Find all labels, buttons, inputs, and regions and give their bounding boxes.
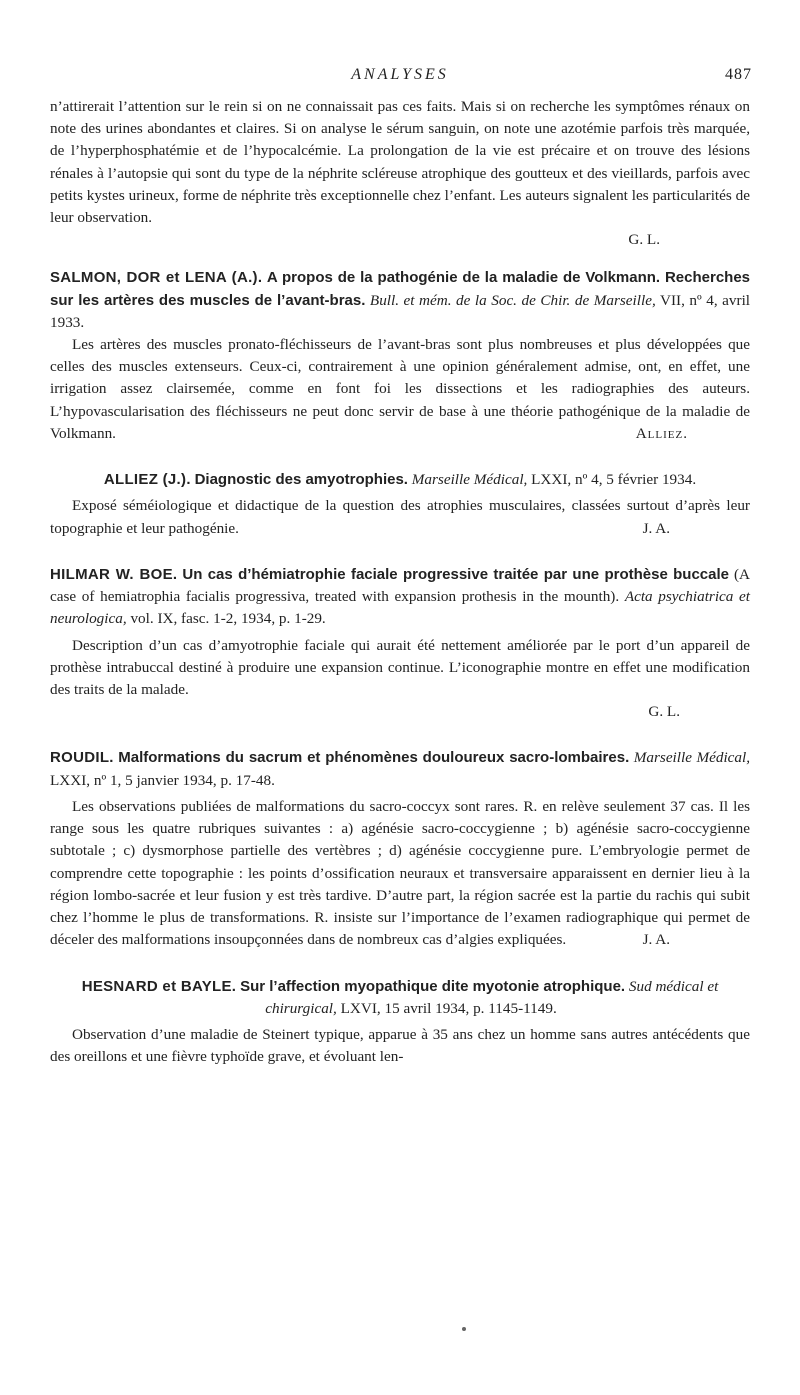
entry-journal: Acta psychiatrica et neurologica,: [50, 588, 750, 628]
entry-reference: VII, nº 4, avril 1933.: [50, 291, 751, 331]
print-speck: [462, 1327, 466, 1331]
review-entry: [50, 747, 750, 951]
entry-signature: G. L.: [648, 703, 680, 721]
entry-signature: Alliez.: [635, 425, 688, 443]
review-entry: [50, 267, 750, 445]
entry-title: Malformations du sacrum et phénomènes douloureux sacro-lombaires.: [118, 749, 630, 767]
entry-subtitle: (A case of hemiatrophia facialis progressiva, treated with expansion prothesis in the mounth).: [50, 566, 751, 606]
entry-title: A propos de la pathogénie de la maladie de Volkmann. Recherches sur les artères des muscles de l’avant-bras.: [50, 269, 751, 309]
review-entry: [50, 976, 750, 1069]
entry-authors: ROUDIL.: [50, 749, 114, 767]
running-title: ANALYSES: [351, 66, 449, 83]
entry-title: Un cas d’hémiatrophie faciale progressive traitée par une prothèse buccale: [182, 566, 729, 584]
entry-journal: Marseille Médical,: [633, 749, 751, 767]
entry-body: Les observations publiées de malformations du sacro-coccyx sont rares. R. en relève seulement 37 cas. Il les range sous les quatre rubriques suivantes : a) agénésie sacro-coccygienne ; b) agénésie sacro-coccygienne subtotale ; c) dysmorphose partielle des vertèbres ; d) agénésie coccygienne pure. L’embryologie permet de comprendre cette topographie : les points d’ossification neuraux et transversaire apparaissent en dernier lieu à la région lombo-sacrée et leur fusion y est très tardive. D’autre part, la région sacrée est la partie du rachis qui subit chez l’homme le plus de transformations. R. insiste sur l’importance de l’examen radiographique qui permet de déceler des malformations insoupçonnées dans de nombreux cas d’algies expliquées.: [50, 797, 750, 949]
entry-body: Exposé séméiologique et didactique de la question des atrophies musculaires, classées surtout d’après leur topographie et leur pathogénie.: [50, 497, 750, 537]
entry-reference: LXVI, 15 avril 1934, p. 1145-1149.: [340, 999, 557, 1017]
intro-signature: G. L.: [628, 231, 660, 249]
entry-journal: Sud médical et chirurgical,: [265, 977, 719, 1017]
entry-heading: [50, 564, 750, 631]
entry-body: Description d’un cas d’amyotrophie faciale qui aurait été nettement améliorée par le port d’un appareil de prothèse intrabuccal destiné à produire une expansion continue. L’iconographie montre en effet une modification des traits de la malade.: [50, 636, 750, 699]
entry-authors: ALLIEZ (J.).: [103, 471, 191, 489]
intro-paragraph: n’attirerait l’attention sur le rein si on ne connaissait pas ces faits. Mais si on recherche les symptômes rénaux on note des urines abondantes et claires. Si on analyse le sérum sanguin, on note une azotémie parfois très marquée, de l’hyperphosphatémie et de l’hypocalcémie. La prolongation de la vie est précaire et on trouve des lésions rénales à l’autopsie qui sont du type de la néphrite scléreuse atrophique des goutteux et des vieillards, parfois avec petits kystes urineux, forme de néphrite très exceptionnelle chez l’enfant. Les auteurs signalent les particularités de leur observation.: [50, 98, 750, 227]
entry-journal: Marseille Médical,: [411, 471, 528, 489]
entry-authors: SALMON, DOR et LENA (A.).: [50, 269, 263, 287]
entry-signature: J. A.: [642, 519, 670, 537]
review-entry: [50, 564, 750, 723]
entry-body: Les artères des muscles pronato-fléchisseurs de l’avant-bras sont plus nombreuses et plus développées que celles des muscles extenseurs. Ceux-ci, contrairement à une opinion généralement admise, ont, en effet, une irrigation assez clairsemée, comme en font foi les dissections et les radiographies des auteurs. L’hypovascularisation des fléchisseurs ne peut donc servir de base à une théorie pathogénique de la maladie de Volkmann.: [50, 336, 750, 442]
entry-title: Sur l’affection myopathique dite myotonie atrophique.: [240, 977, 626, 995]
entry-heading: [50, 267, 750, 334]
page-number: 487: [725, 66, 752, 83]
running-header: [0, 64, 800, 88]
entry-signature: J. A.: [642, 931, 670, 949]
entry-heading: [50, 747, 750, 791]
entry-body: Observation d’une maladie de Steinert typique, apparue à 35 ans chez un homme sans autres antécédents que des oreillons et une fièvre typhoïde grave, et évoluant len-: [50, 1025, 750, 1066]
review-entry: [50, 469, 750, 540]
entry-authors: HESNARD et BAYLE.: [81, 977, 237, 995]
entry-reference: LXXI, nº 1, 5 janvier 1934, p. 17-48.: [50, 771, 275, 789]
page-body: [50, 96, 750, 1068]
intro-section: [50, 96, 750, 251]
entry-heading: [50, 469, 750, 491]
entry-reference: vol. IX, fasc. 1-2, 1934, p. 1-29.: [130, 610, 326, 628]
entry-title: Diagnostic des amyotrophies.: [194, 471, 408, 489]
entry-journal: Bull. et mém. de la Soc. de Chir. de Marseille,: [369, 291, 656, 309]
entry-authors: HILMAR W. BOE.: [50, 566, 178, 584]
entry-heading: [50, 976, 750, 1020]
entry-reference: LXXI, nº 4, 5 février 1934.: [531, 471, 697, 489]
